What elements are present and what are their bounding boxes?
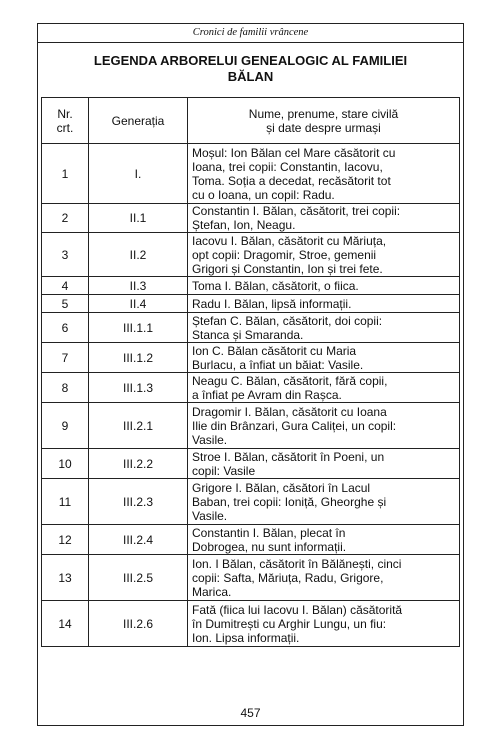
generation-cell: III.2.4 bbox=[89, 525, 188, 555]
description-cell: Grigore I. Bălan, căsători în Lacul Baban, trei copii: Ioniță, Gheorghe și Vasile. bbox=[188, 479, 460, 525]
table-row bbox=[42, 525, 460, 555]
row-number-cell: 9 bbox=[42, 403, 89, 449]
table-row bbox=[42, 449, 460, 479]
row-number-cell: 6 bbox=[42, 313, 89, 343]
description-cell: Moșul: Ion Bălan cel Mare căsătorit cu Ioana, trei copii: Constantin, Iacovu, Toma. Soția a decedat, recăsătorit tot cu o Ioana, un copil: Radu. bbox=[188, 144, 460, 204]
row-number-cell: 3 bbox=[42, 233, 89, 277]
description-cell: Ion. I Bălan, căsătorit în Bălănești, cinci copii: Safta, Măriuța, Radu, Grigore, Marica. bbox=[188, 555, 460, 601]
table-header-row bbox=[42, 98, 460, 144]
description-cell: Ion C. Bălan căsătorit cu Maria Burlacu, a înfiat un băiat: Vasile. bbox=[188, 343, 460, 373]
row-number-cell: 8 bbox=[42, 373, 89, 403]
generation-cell: II.1 bbox=[89, 204, 188, 233]
generation-cell: III.1.1 bbox=[89, 313, 188, 343]
generation-cell: II.3 bbox=[89, 277, 188, 295]
row-number-cell: 10 bbox=[42, 449, 89, 479]
row-number-cell: 5 bbox=[42, 295, 89, 313]
table-row bbox=[42, 204, 460, 233]
column-header-description: Nume, prenume, stare civilă și date despre urmași bbox=[188, 98, 460, 144]
table-row bbox=[42, 233, 460, 277]
table-row bbox=[42, 144, 460, 204]
row-number-cell: 11 bbox=[42, 479, 89, 525]
column-header-nr: Nr. crt. bbox=[42, 98, 89, 144]
row-number-cell: 2 bbox=[42, 204, 89, 233]
page-frame bbox=[37, 23, 464, 726]
description-cell: Iacovu I. Bălan, căsătorit cu Măriuța, opt copii: Dragomir, Stroe, gemenii Grigori și Constantin, Ion și trei fete. bbox=[188, 233, 460, 277]
row-number-cell: 13 bbox=[42, 555, 89, 601]
genealogy-table bbox=[41, 97, 460, 647]
generation-cell: III.2.1 bbox=[89, 403, 188, 449]
generation-cell: III.2.6 bbox=[89, 601, 188, 647]
table-row bbox=[42, 343, 460, 373]
description-cell: Radu I. Bălan, lipsă informații. bbox=[188, 295, 460, 313]
generation-cell: III.1.3 bbox=[89, 373, 188, 403]
table-row bbox=[42, 295, 460, 313]
generation-cell: III.2.2 bbox=[89, 449, 188, 479]
row-number-cell: 12 bbox=[42, 525, 89, 555]
running-header: Cronici de familii vrâncene bbox=[38, 24, 463, 43]
table-row bbox=[42, 403, 460, 449]
table-row bbox=[42, 277, 460, 295]
table-row bbox=[42, 601, 460, 647]
generation-cell: III.2.3 bbox=[89, 479, 188, 525]
document-title: LEGENDA ARBORELUI GENEALOGIC AL FAMILIEI BĂLAN bbox=[93, 53, 408, 84]
description-cell: Toma I. Bălan, căsătorit, o fiica. bbox=[188, 277, 460, 295]
table-row bbox=[42, 313, 460, 343]
description-cell: Constantin I. Bălan, plecat în Dobrogea, nu sunt informații. bbox=[188, 525, 460, 555]
column-header-generation: Generația bbox=[89, 98, 188, 144]
generation-cell: II.2 bbox=[89, 233, 188, 277]
table-body bbox=[42, 144, 460, 647]
generation-cell: III.2.5 bbox=[89, 555, 188, 601]
generation-cell: II.4 bbox=[89, 295, 188, 313]
page-number: 457 bbox=[240, 706, 261, 720]
row-number-cell: 1 bbox=[42, 144, 89, 204]
table-row bbox=[42, 479, 460, 525]
row-number-cell: 4 bbox=[42, 277, 89, 295]
table-row bbox=[42, 373, 460, 403]
description-cell: Constantin I. Bălan, căsătorit, trei copii: Ștefan, Ion, Neagu. bbox=[188, 204, 460, 233]
row-number-cell: 14 bbox=[42, 601, 89, 647]
description-cell: Fată (fiica lui Iacovu I. Bălan) căsătorită în Dumitrești cu Arghir Lungu, un fiu: Ion. Lipsa informații. bbox=[188, 601, 460, 647]
description-cell: Dragomir I. Bălan, căsătorit cu Ioana Ilie din Brânzari, Gura Caliței, un copil: Vasile. bbox=[188, 403, 460, 449]
row-number-cell: 7 bbox=[42, 343, 89, 373]
generation-cell: I. bbox=[89, 144, 188, 204]
description-cell: Stroe I. Bălan, căsătorit în Poeni, un copil: Vasile bbox=[188, 449, 460, 479]
table-row bbox=[42, 555, 460, 601]
generation-cell: III.1.2 bbox=[89, 343, 188, 373]
description-cell: Ștefan C. Bălan, căsătorit, doi copii: Stanca și Smaranda. bbox=[188, 313, 460, 343]
description-cell: Neagu C. Bălan, căsătorit, fără copii, a înfiat pe Avram din Rașca. bbox=[188, 373, 460, 403]
